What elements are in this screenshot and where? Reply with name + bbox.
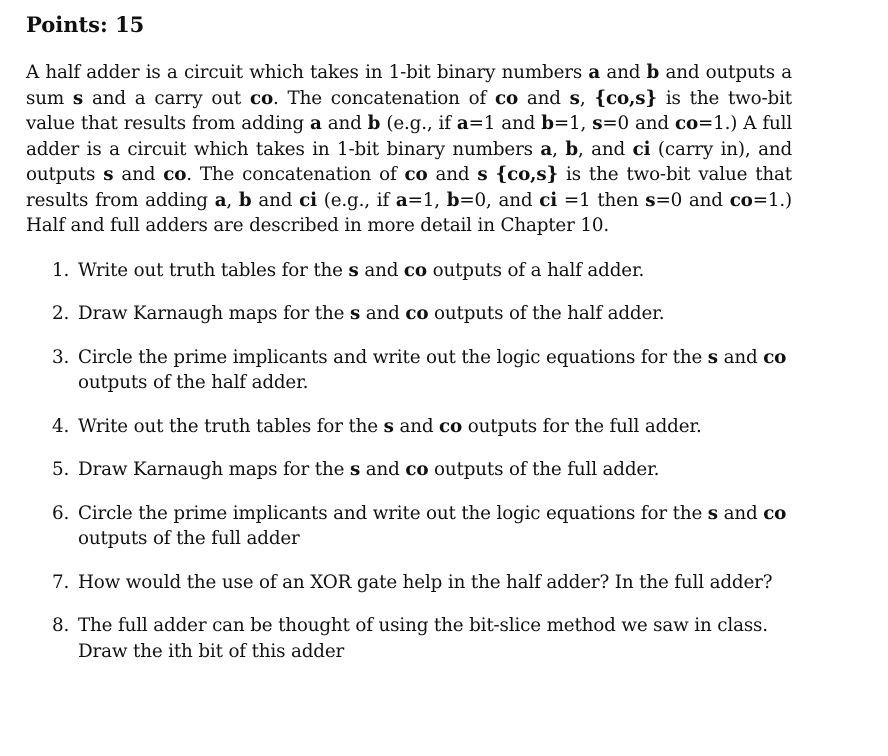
intro-text xyxy=(488,164,496,185)
question-item xyxy=(26,414,792,440)
question-bold-term: co xyxy=(403,259,427,281)
intro-text: =1.) A full adder is a circuit which takes in 1-bit binary numbers xyxy=(26,113,793,160)
intro-bold-term: {co,s} xyxy=(594,87,657,109)
intro-bold-term: co xyxy=(163,164,187,185)
intro-bold-term: a xyxy=(540,138,553,160)
intro-text: and a carry out xyxy=(83,87,250,109)
intro-text: and xyxy=(518,87,570,109)
intro-text: (e.g., if xyxy=(380,113,457,134)
intro-text: is the two-bit value that results from adding xyxy=(26,164,792,211)
intro-text: , xyxy=(226,189,239,211)
intro-text: (e.g., if xyxy=(316,189,396,211)
question-text: Draw Karnaugh maps for the xyxy=(78,459,350,480)
question-text: and xyxy=(358,259,404,281)
intro-bold-term: co xyxy=(729,189,753,211)
intro-bold-term: b xyxy=(238,189,252,211)
question-bold-term: s xyxy=(348,259,359,281)
question-text: outputs of the full adder xyxy=(78,528,300,549)
problem-page xyxy=(26,10,792,682)
intro-bold-term: a xyxy=(456,113,469,134)
question-list xyxy=(26,258,792,665)
intro-text: and outputs a sum xyxy=(26,62,792,109)
question-text: How would the use of an XOR gate help in the half adder? In the full adder? xyxy=(78,571,773,593)
intro-bold-term: s xyxy=(477,164,488,185)
question-item xyxy=(26,258,792,284)
intro-text: . The concatenation of xyxy=(186,164,405,185)
question-number: 2. xyxy=(52,303,70,324)
question-bold-term: s xyxy=(383,415,394,437)
intro-text: , xyxy=(579,87,595,109)
intro-bold-term: s xyxy=(569,87,580,109)
intro-text: =1.) Half and full adders are described in more detail in Chapter 10. xyxy=(26,189,793,236)
intro-bold-term: a xyxy=(588,62,601,83)
question-number: 8. xyxy=(52,615,70,636)
intro-text: and xyxy=(251,189,300,211)
question-bold-term: s xyxy=(349,459,361,480)
question-number: 7. xyxy=(52,571,70,593)
intro-text: =1, xyxy=(407,189,447,211)
intro-bold-term: ci xyxy=(632,138,651,160)
question-text: and xyxy=(393,415,440,437)
question-text: The full adder can be thought of using the bit-slice method we saw in class. Draw the ith bit of this adder xyxy=(78,615,768,662)
question-item xyxy=(26,301,792,327)
question-item xyxy=(26,457,792,483)
intro-text: . The concatenation of xyxy=(273,87,495,109)
question-bold-term: co xyxy=(763,346,787,368)
intro-bold-term: s xyxy=(103,164,114,185)
intro-text: =0 and xyxy=(602,113,675,134)
intro-bold-term: b xyxy=(646,62,660,83)
question-item xyxy=(26,345,792,396)
intro-text: , xyxy=(552,138,566,160)
intro-text: A half adder is a circuit which takes in 1-bit binary numbers xyxy=(26,62,589,83)
question-bold-term: co xyxy=(763,502,787,524)
intro-bold-term: b xyxy=(565,138,578,160)
question-number: 3. xyxy=(52,346,70,368)
question-bold-term: s xyxy=(707,502,718,524)
question-number: 6. xyxy=(52,502,70,524)
intro-bold-term: {co,s} xyxy=(495,164,559,185)
question-text: Draw Karnaugh maps for the xyxy=(78,303,350,324)
question-bold-term: co xyxy=(439,415,463,437)
intro-text: =0 and xyxy=(655,189,730,211)
question-text: and xyxy=(360,303,406,324)
intro-text: , and xyxy=(577,138,633,160)
intro-bold-term: s xyxy=(645,189,656,211)
intro-paragraph xyxy=(26,60,792,239)
question-bold-term: co xyxy=(405,459,429,480)
intro-text: and xyxy=(427,164,478,185)
points-heading: Points: 15 xyxy=(26,12,145,37)
intro-bold-term: ci xyxy=(299,189,317,211)
question-number: 5. xyxy=(52,459,70,480)
intro-bold-term: co xyxy=(404,164,428,185)
intro-bold-term: b xyxy=(446,189,460,211)
intro-bold-term: co xyxy=(494,87,518,109)
question-text: outputs of a half adder. xyxy=(426,259,645,281)
intro-bold-term: a xyxy=(214,189,227,211)
intro-text: =1 and xyxy=(468,113,542,134)
question-text: outputs of the half adder. xyxy=(428,303,665,324)
intro-bold-term: a xyxy=(395,189,408,211)
intro-text: and xyxy=(321,113,368,134)
question-text: outputs for the full adder. xyxy=(462,415,702,437)
intro-text: (carry in), and outputs xyxy=(26,138,792,185)
question-bold-term: co xyxy=(405,303,429,324)
intro-text: =0, and xyxy=(459,189,540,211)
intro-bold-term: s xyxy=(592,113,603,134)
intro-text: is the two-bit value that results from adding xyxy=(26,87,792,134)
question-text: Circle the prime implicants and write out the logic equations for the xyxy=(78,502,708,524)
intro-bold-term: b xyxy=(367,113,381,134)
intro-bold-term: co xyxy=(249,87,273,109)
question-bold-term: s xyxy=(707,346,718,368)
question-text: Write out the truth tables for the xyxy=(78,415,384,437)
question-text: outputs of the half adder. xyxy=(78,372,309,393)
question-number: 4. xyxy=(52,415,70,437)
question-text: outputs of the full adder. xyxy=(428,459,660,480)
intro-text: =1 then xyxy=(557,189,646,211)
question-item xyxy=(26,613,792,664)
question-item xyxy=(26,570,792,596)
intro-text: and xyxy=(113,164,164,185)
intro-bold-term: s xyxy=(72,87,84,109)
question-item xyxy=(26,501,792,552)
question-text: Circle the prime implicants and write out the logic equations for the xyxy=(78,346,708,368)
question-text: and xyxy=(360,459,406,480)
question-text: and xyxy=(717,346,764,368)
intro-bold-term: co xyxy=(674,113,698,134)
question-text: and xyxy=(717,502,764,524)
question-number: 1. xyxy=(52,259,70,281)
intro-bold-term: b xyxy=(541,113,554,134)
intro-bold-term: ci xyxy=(539,189,558,211)
intro-text: and xyxy=(600,62,647,83)
question-text: Write out truth tables for the xyxy=(78,259,349,281)
intro-text: =1, xyxy=(553,113,593,134)
question-bold-term: s xyxy=(349,303,361,324)
intro-bold-term: a xyxy=(310,113,322,134)
